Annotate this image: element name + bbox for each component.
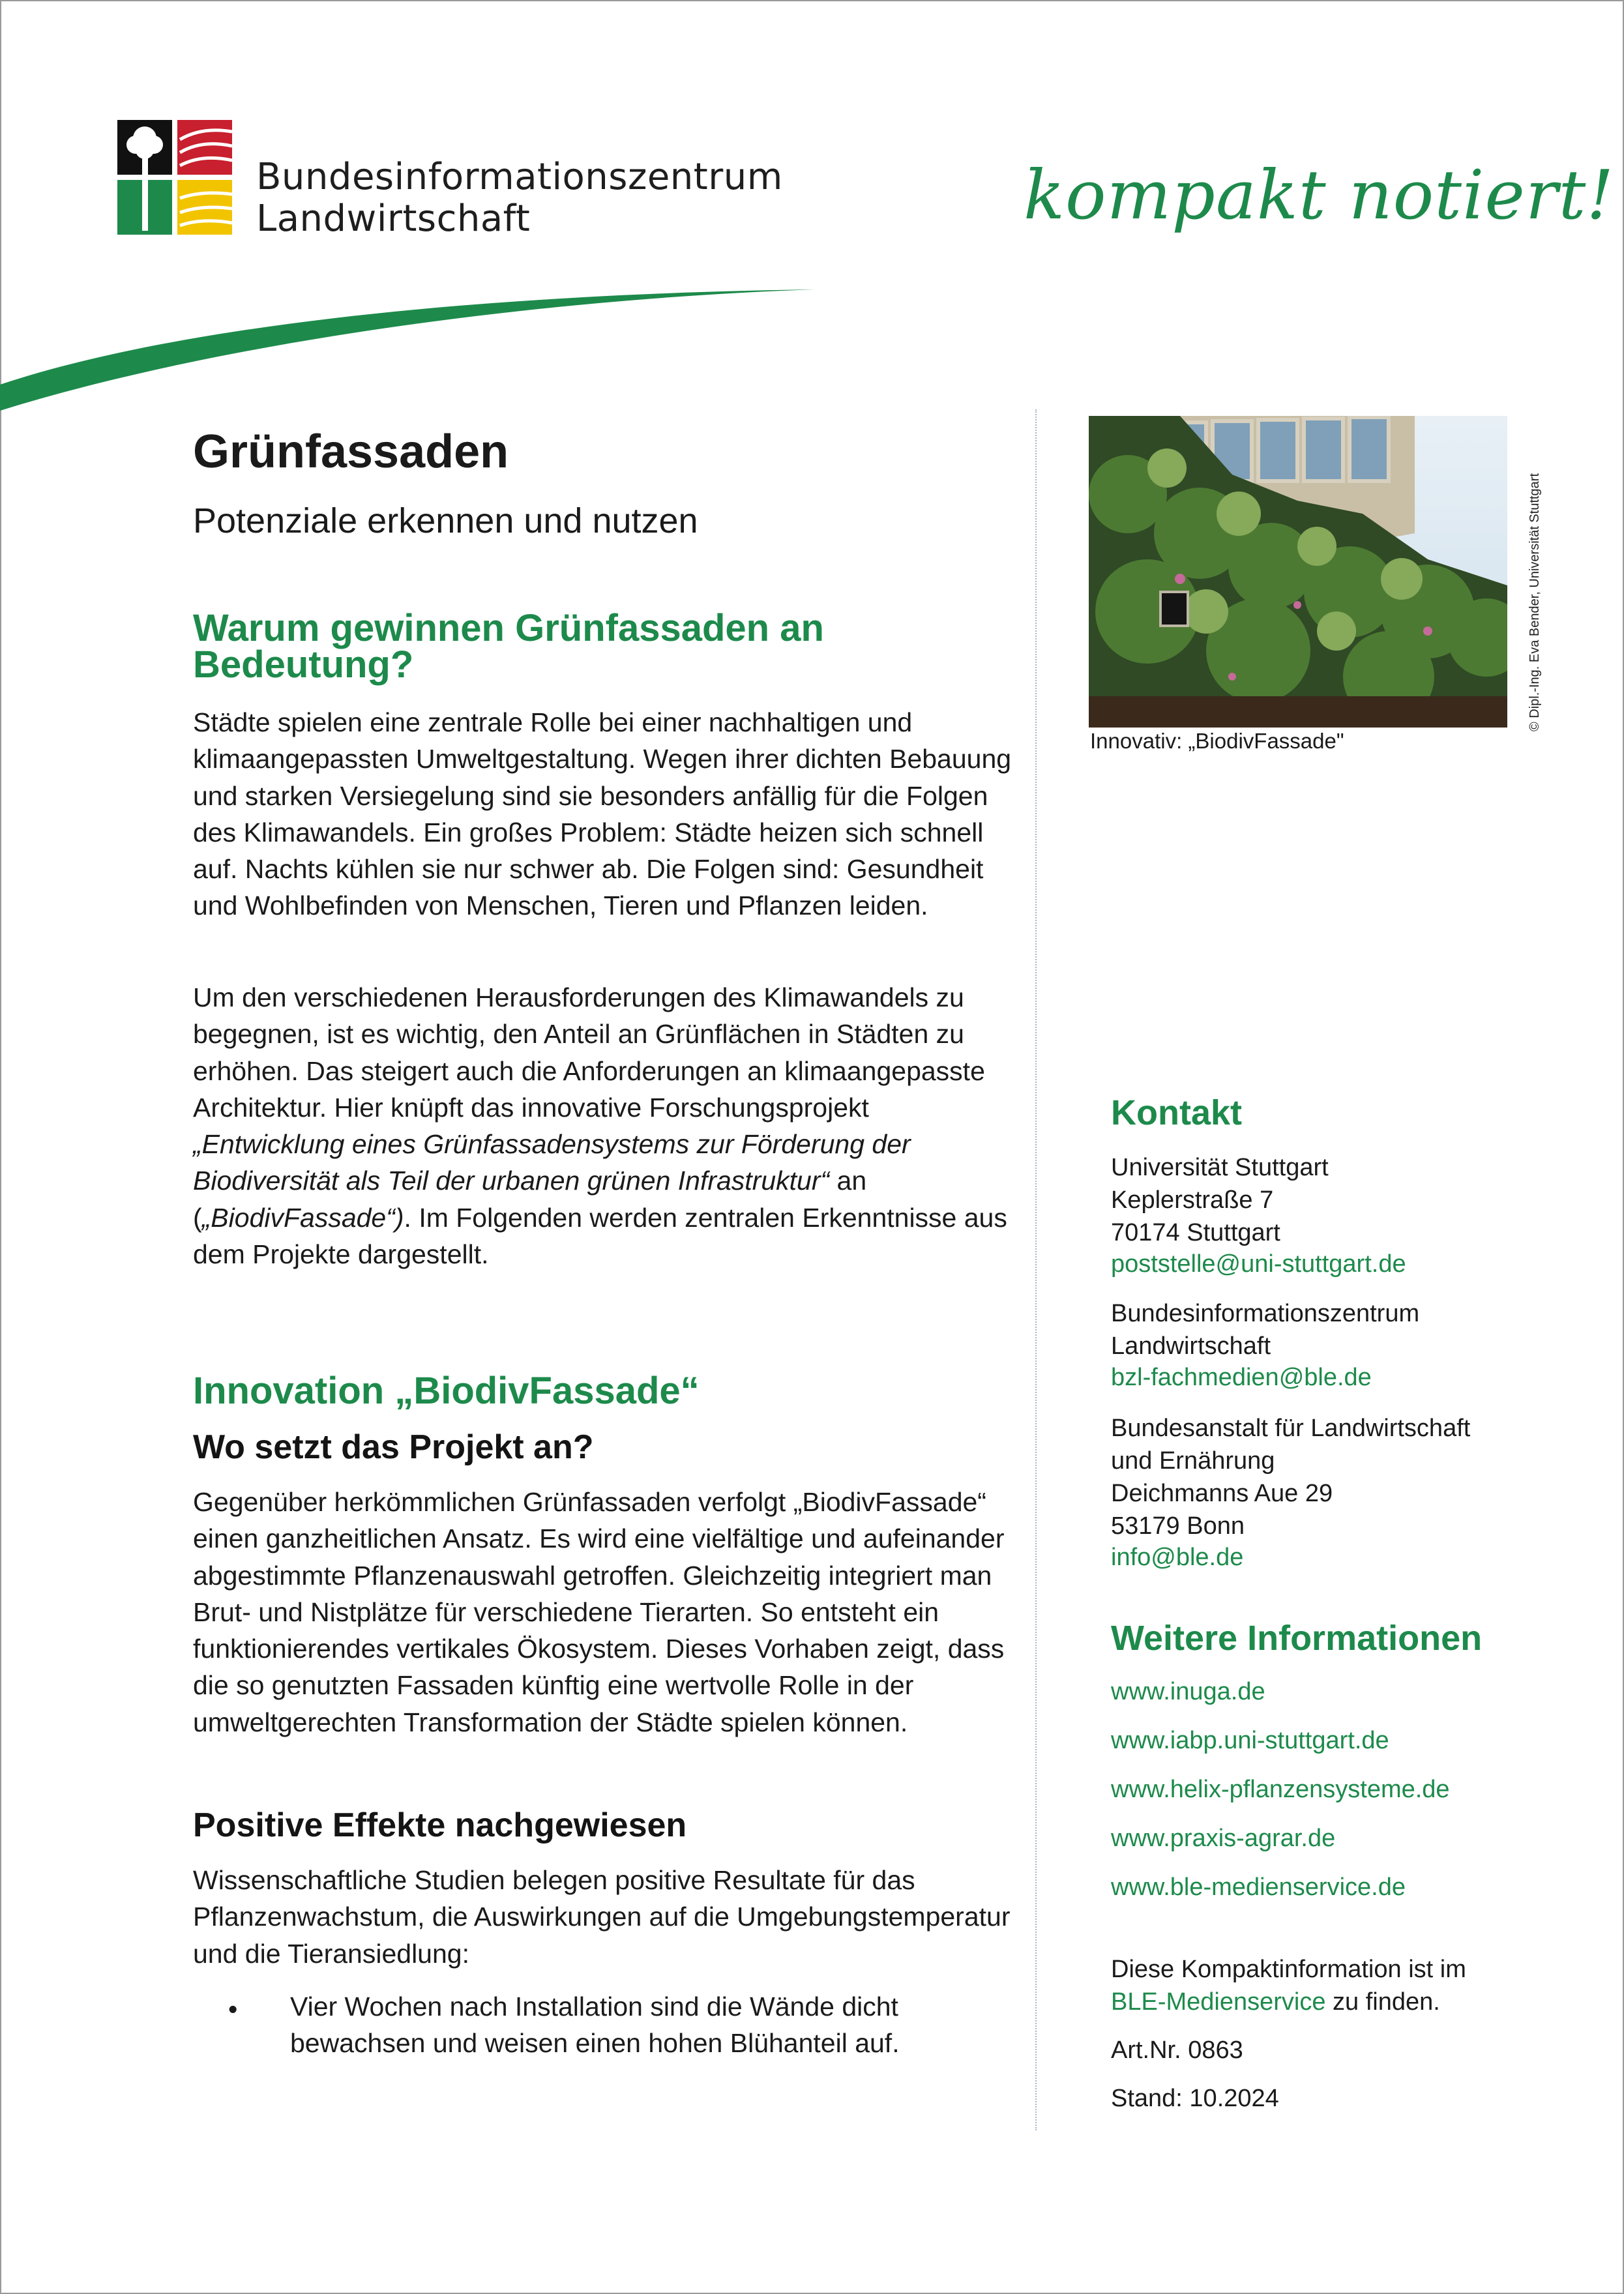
ble-medienservice-link[interactable]: BLE-Medienservice [1111,1988,1326,2016]
bullet-item-1: Vier Wochen nach Installation sind die Wände dicht bewachsen und weisen einen hohen Blühanteil auf. [290,1992,900,2058]
section2-paragraph2: Wissenschaftliche Studien belegen positive Resultate für das Pflanzenwachstum, die Auswirkungen auf die Umgebungstemperatur und die Tieransiedlung: [193,1865,1011,1969]
org-name: Bundesinformationszentrum Landwirtschaft [256,156,783,240]
section1-paragraph1: Städte spielen eine zentrale Rolle bei einer nachhaltigen und klimaangepassten Umweltgestaltung. Wegen ihrer dichten Bebauung und starken Versiegelung sind sie besonders anfällig für die Folgen des Klimawandels. Ein großes Problem: Städte heizen sich schnell auf. Nachts kühlen sie nur schwer ab. Die Folgen sind: Gesundheit und Wohlbefinden von Menschen, Tieren und Pflanzen leiden. [193,707,1012,921]
availability-note: Diese Kompaktinformation ist im BLE-Medienservice zu finden. [1111,1956,1466,2016]
contact-uni-stuttgart: Universität Stuttgart Keplerstraße 7 70174 Stuttgart [1111,1154,1329,1246]
section1-paragraph2: Um den verschiedenen Herausforderungen des Klimawandels zu begegnen, ist es wichtig, den Anteil an Grünflächen in Städten zu erhöhen. Das steigert auch die Anforderungen an klimaangepasste Architektur. Hier knüpft das innovative Forschungsprojekt „Entwicklung eines Grünfassadensystems zur Förderung der Biodiversität als Teil der urbanen grünen Infrastruktur“ an („BiodivFassade“). Im Folgenden werden zentralen Erkenntnisse aus dem Projekte dargestellt. [193,982,1007,1270]
contact-heading: Kontakt [1111,1093,1242,1132]
contact-ble: Bundesanstalt für Landwirtschaft und Ernährung Deichmanns Aue 29 53179 Bonn [1111,1415,1471,1540]
link-inuga[interactable]: www.inuga.de [1111,1678,1265,1705]
info-heading: Weitere Informationen [1111,1619,1483,1658]
photo-caption: Innovativ: „BiodivFassade" [1090,729,1344,753]
contact-email-ble[interactable]: info@ble.de [1111,1544,1244,1571]
article-number: Art.Nr. 0863 [1111,2037,1243,2064]
contact-bzl: Bundesinformationszentrum Landwirtschaft [1111,1300,1420,1360]
section2-subheading-2: Positive Effekte nachgewiesen [193,1806,687,1844]
slogan: kompakt notiert! [1024,155,1615,235]
green-facade-photo [1089,416,1507,728]
contact-email-bzl[interactable]: bzl-fachmedien@ble.de [1111,1364,1372,1391]
link-ble-medienservice[interactable]: www.ble-medienservice.de [1111,1874,1406,1901]
green-swoosh [0,280,821,417]
contact-email-uni[interactable]: poststelle@uni-stuttgart.de [1111,1250,1406,1278]
page-title: Grünfassaden [193,426,509,478]
photo-credit: © Dipl.-Ing. Eva Bender, Universität Stuttgart [1528,473,1542,731]
link-helix[interactable]: www.helix-pflanzensysteme.de [1111,1776,1450,1803]
section2-heading: Innovation „BiodivFassade“ [193,1370,700,1412]
page-subtitle: Potenziale erkennen und nutzen [193,501,698,540]
date-stand: Stand: 10.2024 [1111,2085,1279,2112]
link-praxis-agrar[interactable]: www.praxis-agrar.de [1111,1825,1336,1852]
link-iabp[interactable]: www.iabp.uni-stuttgart.de [1111,1727,1389,1754]
column-divider [1035,409,1037,2130]
bullet-mark: • [228,1994,238,2024]
section2-subheading-1: Wo setzt das Projekt an? [193,1428,594,1466]
section1-heading: Warum gewinnen Grünfassaden an Bedeutung? [193,607,824,686]
section2-paragraph1: Gegenüber herkömmlichen Grünfassaden verfolgt „BiodivFassade“ einen ganzheitlichen Ansatz. Es wird eine vielfältige und aufeinander abgestimmte Pflanzenauswahl getroffen. Gleichzeitig integriert man Brut- und Nistplätze für verschiedene Tierarten. So entsteht ein funktionierendes vertikales Ökosystem. Dieses Vorhaben zeigt, dass die so genutzten Fassaden künftig eine wertvolle Rolle in der umweltgerechten Transformation der Städte spielen können. [193,1487,1005,1737]
bzl-logo [117,120,232,235]
